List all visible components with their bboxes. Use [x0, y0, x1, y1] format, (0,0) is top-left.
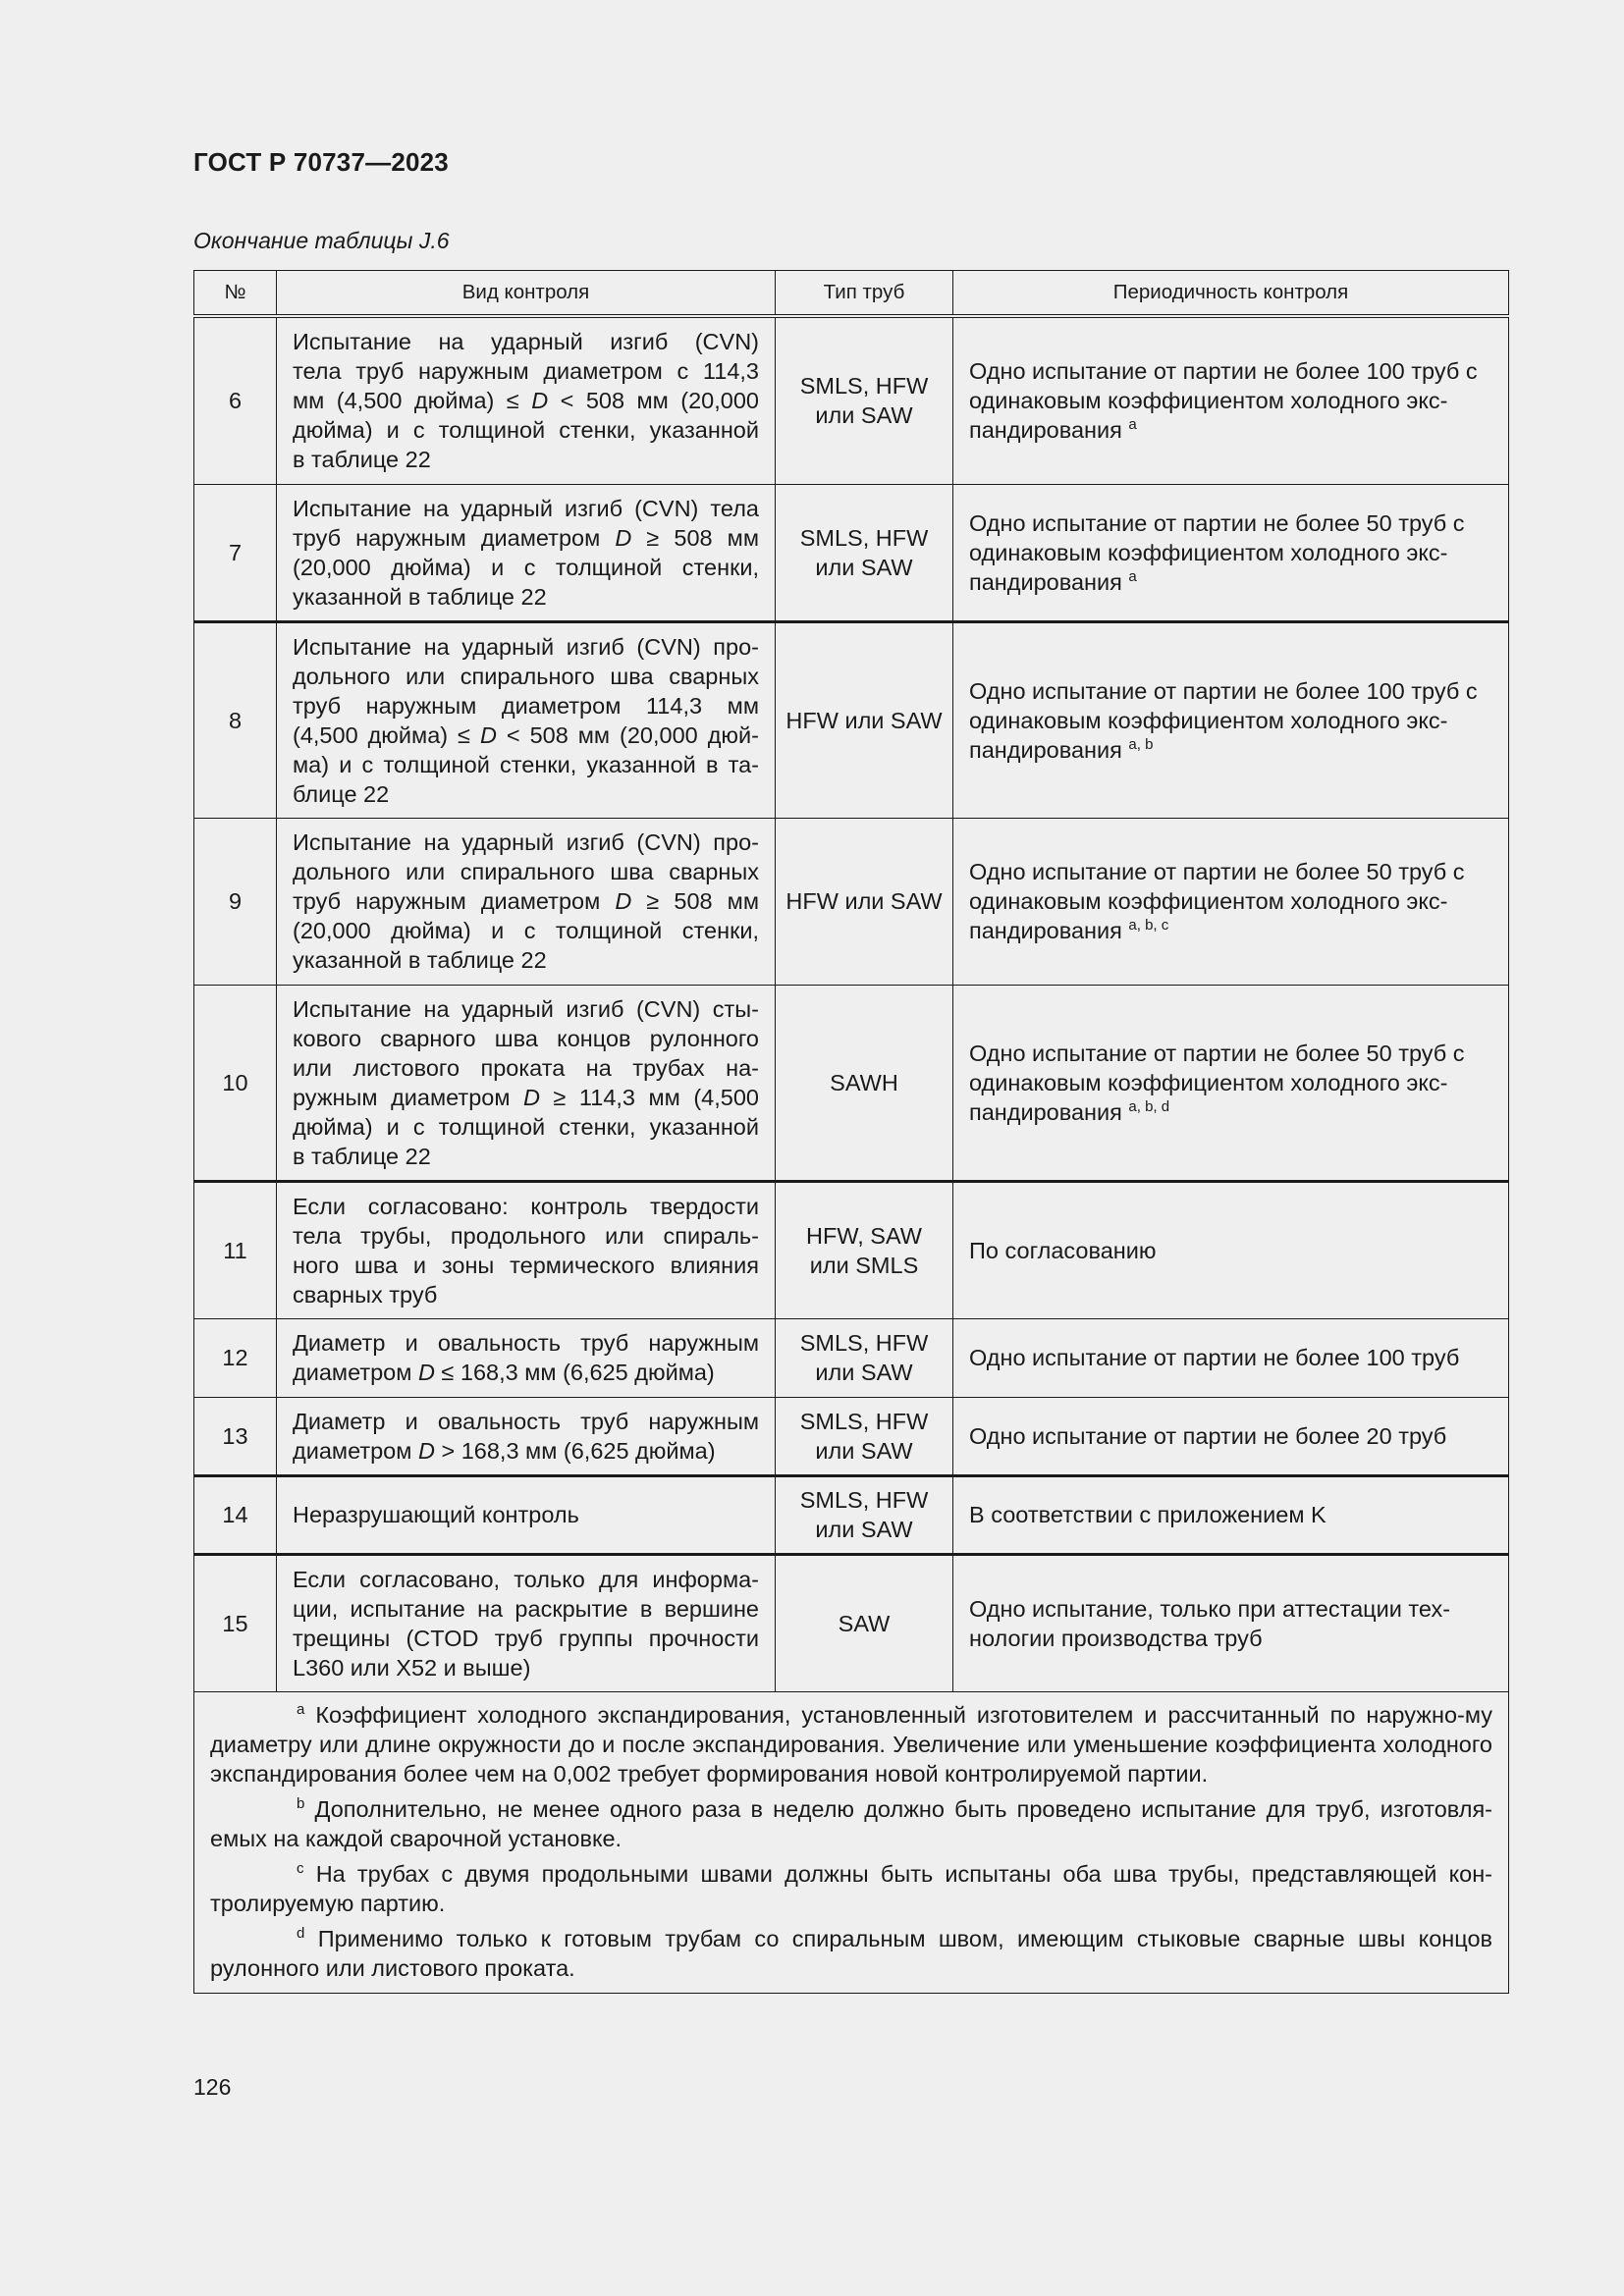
control-frequency-text: Одно испытание от партии не более 20 труб: [969, 1422, 1447, 1449]
column-header-kind: Вид контроля: [277, 271, 776, 317]
footnote: [210, 1794, 1492, 1853]
row-number: 6: [194, 316, 277, 484]
control-kind-line: Если согласовано, только для информа-: [293, 1566, 759, 1592]
footnote-mark: c: [297, 1859, 304, 1877]
control-frequency-text: Одно испытание от партии не более 100 труб: [969, 1345, 1460, 1370]
control-frequency: [953, 1475, 1509, 1554]
pipe-type: SMLS, HFW или SAW: [776, 484, 953, 621]
control-frequency: [953, 621, 1509, 818]
control-frequency-text: Одно испытание от партии не более 50 труб с одинаковым коэффициентом холодного экс-пандирования: [969, 1040, 1465, 1125]
control-frequency: [953, 1318, 1509, 1397]
table-row: [194, 316, 1509, 484]
footnote-reference: a, b, d: [1128, 1097, 1170, 1115]
control-kind-line: в таблице 22: [293, 1143, 431, 1169]
control-kind: [277, 316, 776, 484]
page-number: 126: [193, 2074, 232, 2100]
control-frequency: [953, 818, 1509, 985]
footnote-reference: a, b, c: [1128, 917, 1169, 934]
pipe-type: SMLS, HFW или SAW: [776, 1318, 953, 1397]
control-kind: [277, 1475, 776, 1554]
control-frequency-text: Одно испытание от партии не более 50 труб с одинаковым коэффициентом холодного экс-пандирования: [969, 859, 1465, 943]
control-kind-line: (4,500 дюйма) ≤ D < 508 мм (20,000 дюй-: [293, 721, 759, 748]
control-kind: [277, 621, 776, 818]
table-row: [194, 1397, 1509, 1475]
control-kind-line: блице 22: [293, 780, 390, 807]
pipe-type: SMLS, HFW или SAW: [776, 1475, 953, 1554]
control-kind: [277, 818, 776, 985]
row-number: 11: [194, 1181, 277, 1318]
table-row: [194, 1554, 1509, 1691]
control-kind: [277, 484, 776, 621]
control-kind-line: дольного или спирального шва сварных: [293, 663, 759, 689]
control-kind-line: (20,000 дюйма) и с толщиной стенки,: [293, 918, 759, 943]
footnote: [210, 1924, 1492, 1983]
control-kind-line: кового сварного шва концов рулонного: [293, 1025, 759, 1051]
control-kind-line: Испытание на ударный изгиб (CVN) тела: [293, 495, 759, 521]
control-frequency: [953, 1397, 1509, 1475]
control-kind-line: дюйма) и с толщиной стенки, указанной: [293, 417, 759, 444]
control-kind-line: или листового проката на трубах на-: [293, 1054, 759, 1081]
footnote-mark: b: [297, 1794, 305, 1812]
control-kind-line: труб наружным диаметром 114,3 мм: [293, 692, 759, 719]
column-header-period: Периодичность контроля: [953, 271, 1509, 317]
footnote-mark: d: [297, 1924, 305, 1942]
control-kind-line: L360 или X52 и выше): [293, 1654, 531, 1681]
notes-row: [194, 1691, 1509, 1993]
column-header-num: №: [194, 271, 277, 317]
control-kind: [277, 1554, 776, 1691]
control-kind-line: сварных труб: [293, 1281, 438, 1308]
control-kind-line: Испытание на ударный изгиб (CVN) про-: [293, 633, 759, 660]
control-kind-line: диаметром D ≤ 168,3 мм (6,625 дюйма): [293, 1360, 715, 1385]
control-kind: [277, 1318, 776, 1397]
control-table: [193, 270, 1509, 1994]
control-frequency: [953, 484, 1509, 621]
footnote-reference: a, b: [1128, 735, 1154, 753]
table-row: [194, 985, 1509, 1181]
control-kind-line: дольного или спирального шва сварных: [293, 859, 759, 884]
row-number: 9: [194, 818, 277, 985]
control-kind-line: ции, испытание на раскрытие в вершине: [293, 1595, 759, 1622]
footnote-reference: a: [1128, 567, 1137, 585]
pipe-type: SAW: [776, 1554, 953, 1691]
pipe-type: HFW, SAW или SMLS: [776, 1181, 953, 1318]
control-kind-line: Если согласовано: контроль твердости: [293, 1193, 759, 1219]
control-kind-line: тела трубы, продольного или спираль-: [293, 1222, 759, 1249]
row-number: 13: [194, 1397, 277, 1475]
control-kind: [277, 1397, 776, 1475]
footnote-text: Применимо только к готовым трубам со спиральным швом, имеющим стыковые сварные швы концов рулонного или листового проката.: [210, 1925, 1492, 1981]
control-frequency-text: В соответствии с приложением K: [969, 1502, 1326, 1527]
footnote-reference: a: [1128, 416, 1137, 434]
footnote-mark: a: [297, 1700, 305, 1718]
control-kind-line: Испытание на ударный изгиб (CVN) про-: [293, 829, 759, 855]
control-frequency-text: Одно испытание от партии не более 100 труб с одинаковым коэффициентом холодного экс-пандирования: [969, 677, 1478, 763]
footnote: [210, 1700, 1492, 1789]
table-caption: Окончание таблицы J.6: [193, 228, 450, 253]
notes-cell: [194, 1691, 1509, 1993]
table-body: [194, 316, 1509, 1691]
control-kind-line: указанной в таблице 22: [293, 583, 547, 610]
control-frequency: [953, 1554, 1509, 1691]
control-kind-line: (20,000 дюйма) и с толщиной стенки,: [293, 554, 759, 580]
control-kind: [277, 985, 776, 1181]
document-code: ГОСТ Р 70737—2023: [193, 147, 449, 177]
control-kind-line: ружным диаметром D ≥ 114,3 мм (4,500: [293, 1084, 759, 1110]
control-kind-line: Диаметр и овальность труб наружным: [293, 1408, 759, 1434]
control-frequency: [953, 316, 1509, 484]
pipe-type: HFW или SAW: [776, 621, 953, 818]
control-frequency: [953, 985, 1509, 1181]
row-number: 14: [194, 1475, 277, 1554]
control-frequency-text: Одно испытание от партии не более 50 труб с одинаковым коэффициентом холодного экс-пандирования: [969, 509, 1465, 595]
control-kind-line: труб наружным диаметром D ≥ 508 мм: [293, 888, 759, 914]
control-frequency-text: По согласованию: [969, 1237, 1157, 1263]
control-kind-line: тела труб наружным диаметром с 114,3: [293, 358, 759, 385]
table-row: [194, 621, 1509, 818]
table-row: [194, 1318, 1509, 1397]
control-kind-line: ного шва и зоны термического влияния: [293, 1252, 759, 1278]
control-kind-line: в таблице 22: [293, 447, 431, 473]
table-header-row: [194, 271, 1509, 317]
control-kind-line: диаметром D > 168,3 мм (6,625 дюйма): [293, 1437, 716, 1464]
footnote-text: Коэффициент холодного экспандирования, установленный изготовителем и рассчитанный по наружно-му диаметру или длине окружности до и после экспандирования. Увеличение или уменьшение коэффициента холодного экспандирования более чем на 0,002 требует формирования новой контролируемой партии.: [210, 1701, 1493, 1787]
row-number: 7: [194, 484, 277, 621]
pipe-type: SMLS, HFW или SAW: [776, 316, 953, 484]
table-row: [194, 1181, 1509, 1318]
row-number: 15: [194, 1554, 277, 1691]
control-frequency: [953, 1181, 1509, 1318]
footnote: [210, 1859, 1492, 1918]
column-header-type: Тип труб: [776, 271, 953, 317]
table-row: [194, 1475, 1509, 1554]
control-kind-line: труб наружным диаметром D ≥ 508 мм: [293, 524, 759, 551]
pipe-type: HFW или SAW: [776, 818, 953, 985]
control-kind-line: трещины (CTOD труб группы прочности: [293, 1625, 759, 1651]
row-number: 10: [194, 985, 277, 1181]
table-row: [194, 818, 1509, 985]
footnote-text: На трубах с двумя продольными швами должны быть испытаны оба шва трубы, представляющей кон-тролируемую партию.: [210, 1860, 1492, 1916]
footnote-text: Дополнительно, не менее одного раза в неделю должно быть проведено испытание для труб, изготовля-емых на каждой сварочной установке.: [210, 1795, 1492, 1851]
pipe-type: SAWH: [776, 985, 953, 1181]
row-number: 12: [194, 1318, 277, 1397]
control-kind: [277, 1181, 776, 1318]
row-number: 8: [194, 621, 277, 818]
control-kind-line: указанной в таблице 22: [293, 947, 547, 973]
control-kind-line: ма) и с толщиной стенки, указанной в та-: [293, 751, 759, 777]
control-kind-line: Испытание на ударный изгиб (CVN) сты-: [293, 995, 759, 1022]
control-kind-line: Неразрушающий контроль: [293, 1502, 579, 1527]
control-kind-line: дюйма) и с толщиной стенки, указанной: [293, 1113, 759, 1140]
table-row: [194, 484, 1509, 621]
control-kind-line: Диаметр и овальность труб наружным: [293, 1330, 759, 1356]
control-frequency-text: Одно испытание, только при аттестации тех-нологии производства труб: [969, 1595, 1451, 1651]
control-frequency-text: Одно испытание от партии не более 100 труб с одинаковым коэффициентом холодного экс-пандирования: [969, 358, 1478, 444]
pipe-type: SMLS, HFW или SAW: [776, 1397, 953, 1475]
control-kind-line: мм (4,500 дюйма) ≤ D < 508 мм (20,000: [293, 388, 759, 414]
control-kind-line: Испытание на ударный изгиб (CVN): [293, 329, 759, 355]
